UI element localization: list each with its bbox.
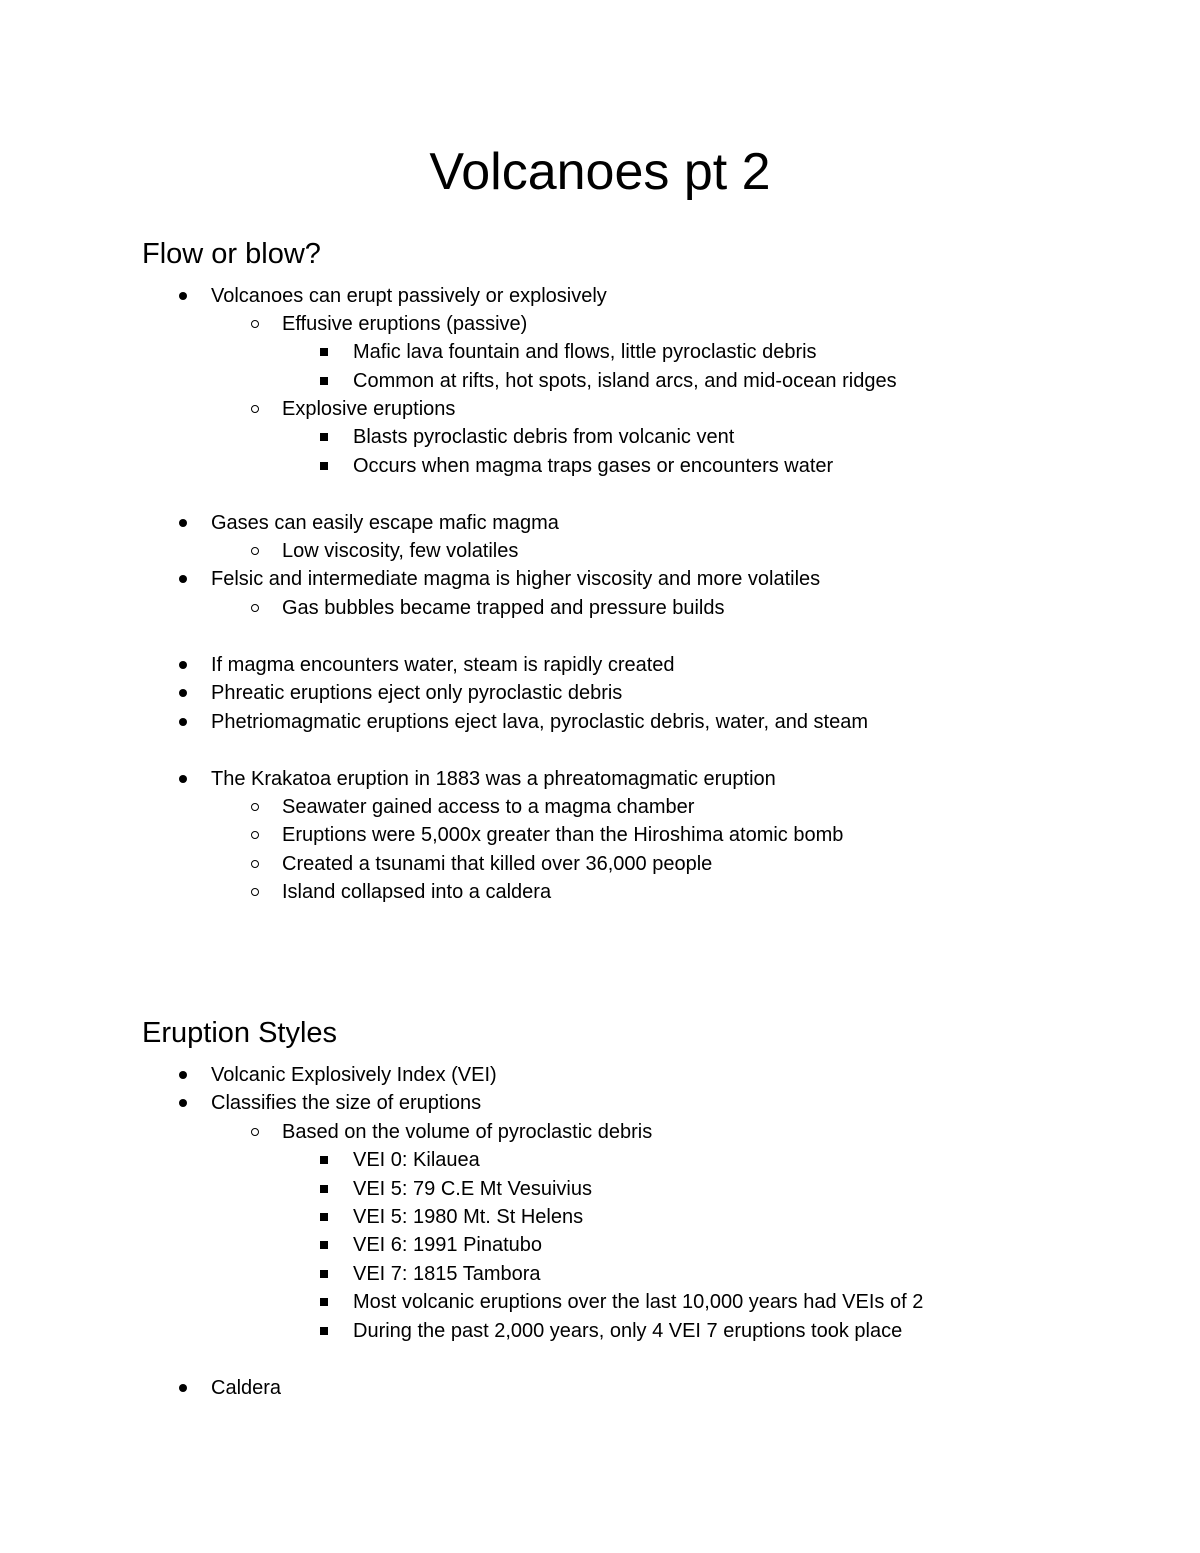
list-item: During the past 2,000 years, only 4 VEI 7 eruptions took place <box>353 1317 902 1345</box>
list-item: Classifies the size of eruptions <box>211 1089 481 1117</box>
list-item: VEI 5: 1980 Mt. St Helens <box>353 1203 583 1231</box>
bullet-square-icon <box>320 1241 328 1249</box>
list-item: Seawater gained access to a magma chamber <box>282 793 694 821</box>
bullet-disc-icon <box>179 718 187 726</box>
list-item: VEI 7: 1815 Tambora <box>353 1260 541 1288</box>
bullet-square-icon <box>320 1213 328 1221</box>
list-item: Mafic lava fountain and flows, little pyroclastic debris <box>353 338 817 366</box>
list-item: Eruptions were 5,000x greater than the Hiroshima atomic bomb <box>282 821 843 849</box>
list-item: VEI 5: 79 C.E Mt Vesuivius <box>353 1175 592 1203</box>
list-item: Effusive eruptions (passive) <box>282 310 527 338</box>
list-item: If magma encounters water, steam is rapidly created <box>211 651 675 679</box>
bullet-circle-icon <box>251 604 259 612</box>
list-item: VEI 6: 1991 Pinatubo <box>353 1231 542 1259</box>
bullet-circle-icon <box>251 1128 259 1136</box>
bullet-square-icon <box>320 433 328 441</box>
list-item: Phreatic eruptions eject only pyroclastic debris <box>211 679 622 707</box>
bullet-disc-icon <box>179 689 187 697</box>
bullet-square-icon <box>320 462 328 470</box>
bullet-square-icon <box>320 1298 328 1306</box>
section-heading-eruption-styles: Eruption Styles <box>142 1017 338 1049</box>
list-item: Based on the volume of pyroclastic debris <box>282 1118 652 1146</box>
list-item: Gas bubbles became trapped and pressure builds <box>282 594 725 622</box>
list-item: Common at rifts, hot spots, island arcs, and mid-ocean ridges <box>353 367 897 395</box>
document-title: Volcanoes pt 2 <box>429 143 771 201</box>
bullet-disc-icon <box>179 1384 187 1392</box>
bullet-disc-icon <box>179 661 187 669</box>
bullet-square-icon <box>320 348 328 356</box>
bullet-circle-icon <box>251 320 259 328</box>
bullet-circle-icon <box>251 547 259 555</box>
bullet-disc-icon <box>179 292 187 300</box>
bullet-square-icon <box>320 1185 328 1193</box>
list-item: Volcanic Explosively Index (VEI) <box>211 1061 497 1089</box>
bullet-disc-icon <box>179 1071 187 1079</box>
bullet-square-icon <box>320 377 328 385</box>
list-item: Gases can easily escape mafic magma <box>211 509 559 537</box>
bullet-circle-icon <box>251 888 259 896</box>
list-item: Created a tsunami that killed over 36,000 people <box>282 850 712 878</box>
list-item: Occurs when magma traps gases or encounters water <box>353 452 833 480</box>
bullet-square-icon <box>320 1327 328 1335</box>
bullet-disc-icon <box>179 575 187 583</box>
list-item: Blasts pyroclastic debris from volcanic vent <box>353 423 734 451</box>
list-item: VEI 0: Kilauea <box>353 1146 480 1174</box>
bullet-disc-icon <box>179 775 187 783</box>
list-item: Most volcanic eruptions over the last 10,000 years had VEIs of 2 <box>353 1288 923 1316</box>
list-item: Felsic and intermediate magma is higher viscosity and more volatiles <box>211 565 820 593</box>
bullet-disc-icon <box>179 519 187 527</box>
list-item: Explosive eruptions <box>282 395 455 423</box>
list-item: Low viscosity, few volatiles <box>282 537 518 565</box>
bullet-circle-icon <box>251 405 259 413</box>
list-item: Phetriomagmatic eruptions eject lava, pyroclastic debris, water, and steam <box>211 708 868 736</box>
bullet-circle-icon <box>251 803 259 811</box>
list-item: Caldera <box>211 1374 281 1402</box>
bullet-square-icon <box>320 1270 328 1278</box>
bullet-circle-icon <box>251 860 259 868</box>
bullet-square-icon <box>320 1156 328 1164</box>
section-heading-flow: Flow or blow? <box>142 238 321 270</box>
bullet-disc-icon <box>179 1099 187 1107</box>
list-item: Island collapsed into a caldera <box>282 878 551 906</box>
list-item: Volcanoes can erupt passively or explosively <box>211 282 607 310</box>
bullet-circle-icon <box>251 831 259 839</box>
list-item: The Krakatoa eruption in 1883 was a phreatomagmatic eruption <box>211 765 776 793</box>
